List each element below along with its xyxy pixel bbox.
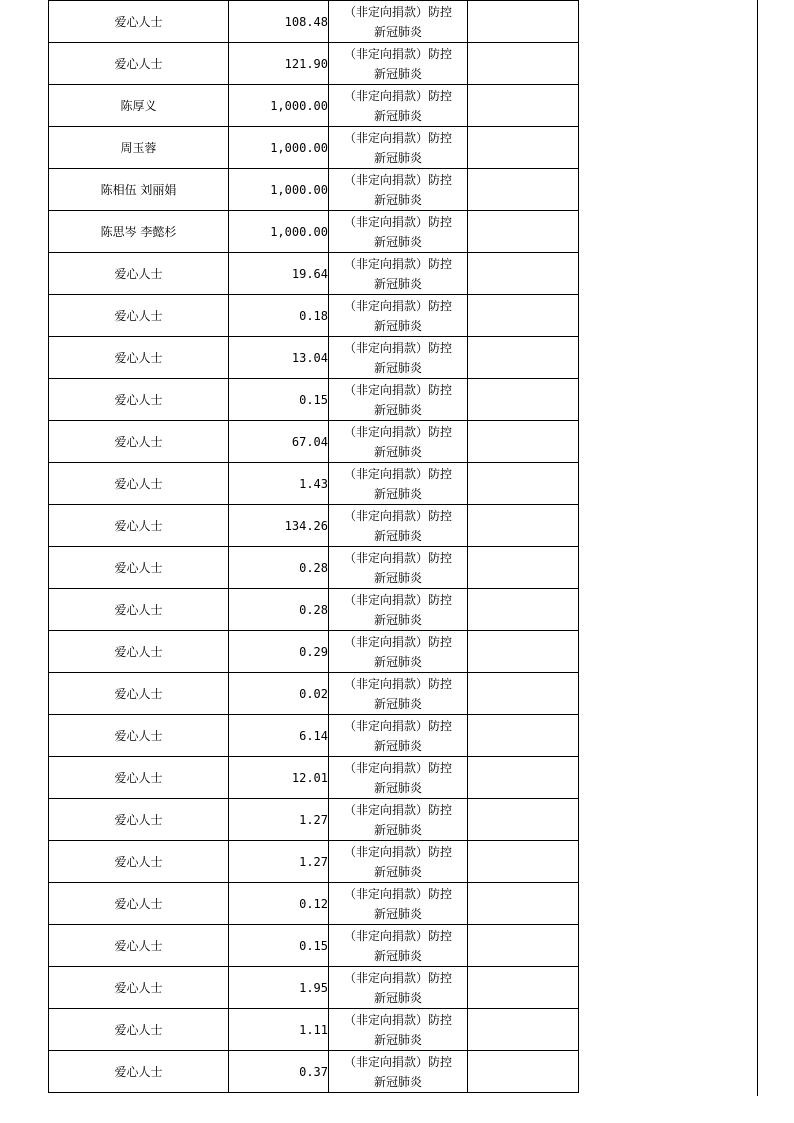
amount-cell: 12.01 (229, 757, 329, 799)
remarks-cell (468, 253, 579, 295)
purpose-line-2: 新冠肺炎 (373, 360, 422, 375)
donor-name-cell: 爱心人士 (49, 799, 229, 841)
amount-cell: 13.04 (229, 337, 329, 379)
purpose-line-1: （非定向捐款）防控 (343, 928, 452, 943)
remarks-cell (468, 547, 579, 589)
purpose-cell (329, 631, 468, 673)
amount-cell: 1.43 (229, 463, 329, 505)
purpose-line-2: 新冠肺炎 (373, 528, 422, 543)
remarks-cell (468, 715, 579, 757)
purpose-line-1: （非定向捐款）防控 (343, 298, 452, 313)
amount-cell: 0.37 (229, 1051, 329, 1093)
purpose-cell (329, 1051, 468, 1093)
amount-cell: 1.11 (229, 1009, 329, 1051)
purpose-line-1: （非定向捐款）防控 (343, 592, 452, 607)
remarks-cell (468, 673, 579, 715)
table-row (49, 631, 579, 673)
table-row (49, 463, 579, 505)
amount-cell: 0.28 (229, 589, 329, 631)
purpose-line-2: 新冠肺炎 (373, 990, 422, 1005)
purpose-line-2: 新冠肺炎 (373, 654, 422, 669)
purpose-line-1: （非定向捐款）防控 (343, 382, 452, 397)
amount-cell: 0.15 (229, 925, 329, 967)
purpose-line-2: 新冠肺炎 (373, 1074, 422, 1089)
donor-name-cell: 爱心人士 (49, 1009, 229, 1051)
purpose-line-1: （非定向捐款）防控 (343, 886, 452, 901)
purpose-cell (329, 757, 468, 799)
table-row (49, 715, 579, 757)
remarks-cell (468, 463, 579, 505)
donor-name-cell: 爱心人士 (49, 337, 229, 379)
donor-name-cell: 爱心人士 (49, 253, 229, 295)
donor-name-cell: 爱心人士 (49, 379, 229, 421)
purpose-line-1: （非定向捐款）防控 (343, 424, 452, 439)
donor-name-cell: 爱心人士 (49, 505, 229, 547)
donor-name-cell: 爱心人士 (49, 589, 229, 631)
purpose-line-1: （非定向捐款）防控 (343, 802, 452, 817)
purpose-cell (329, 841, 468, 883)
table-row (49, 169, 579, 211)
donor-name-cell: 爱心人士 (49, 43, 229, 85)
purpose-line-1: （非定向捐款）防控 (343, 88, 452, 103)
purpose-line-2: 新冠肺炎 (373, 864, 422, 879)
remarks-cell (468, 169, 579, 211)
table-row (49, 379, 579, 421)
table-body (49, 1, 579, 1093)
purpose-line-1: （非定向捐款）防控 (343, 1054, 452, 1069)
purpose-line-1: （非定向捐款）防控 (343, 676, 452, 691)
remarks-cell (468, 1051, 579, 1093)
table-row (49, 505, 579, 547)
remarks-cell (468, 421, 579, 463)
purpose-line-1: （非定向捐款）防控 (343, 172, 452, 187)
donor-name-cell: 爱心人士 (49, 757, 229, 799)
purpose-cell (329, 253, 468, 295)
purpose-line-1: （非定向捐款）防控 (343, 340, 452, 355)
donor-name-cell: 陈相伍 刘丽娟 (49, 169, 229, 211)
purpose-line-1: （非定向捐款）防控 (343, 550, 452, 565)
purpose-line-1: （非定向捐款）防控 (343, 46, 452, 61)
amount-cell: 67.04 (229, 421, 329, 463)
purpose-cell (329, 85, 468, 127)
purpose-line-1: （非定向捐款）防控 (343, 1012, 452, 1027)
table-row (49, 253, 579, 295)
table-row (49, 1009, 579, 1051)
purpose-line-2: 新冠肺炎 (373, 192, 422, 207)
purpose-line-2: 新冠肺炎 (373, 66, 422, 81)
purpose-cell (329, 421, 468, 463)
table-row (49, 211, 579, 253)
donor-name-cell: 爱心人士 (49, 1051, 229, 1093)
purpose-line-1: （非定向捐款）防控 (343, 970, 452, 985)
amount-cell: 0.02 (229, 673, 329, 715)
purpose-line-2: 新冠肺炎 (373, 570, 422, 585)
purpose-line-1: （非定向捐款）防控 (343, 508, 452, 523)
purpose-line-1: （非定向捐款）防控 (343, 130, 452, 145)
purpose-cell (329, 883, 468, 925)
amount-cell: 1,000.00 (229, 211, 329, 253)
amount-cell: 108.48 (229, 1, 329, 43)
purpose-cell (329, 799, 468, 841)
table-row (49, 1051, 579, 1093)
purpose-cell (329, 169, 468, 211)
table-row (49, 673, 579, 715)
remarks-cell (468, 631, 579, 673)
amount-cell: 0.15 (229, 379, 329, 421)
donor-name-cell: 爱心人士 (49, 967, 229, 1009)
purpose-cell (329, 379, 468, 421)
purpose-cell (329, 673, 468, 715)
purpose-line-2: 新冠肺炎 (373, 108, 422, 123)
donor-name-cell: 陈厚义 (49, 85, 229, 127)
amount-cell: 1.27 (229, 799, 329, 841)
purpose-cell (329, 505, 468, 547)
table-row (49, 85, 579, 127)
amount-cell: 0.28 (229, 547, 329, 589)
remarks-cell (468, 85, 579, 127)
remarks-cell (468, 295, 579, 337)
donor-name-cell: 爱心人士 (49, 925, 229, 967)
remarks-cell (468, 841, 579, 883)
purpose-line-2: 新冠肺炎 (373, 1032, 422, 1047)
remarks-cell (468, 925, 579, 967)
table-row (49, 43, 579, 85)
donor-name-cell: 爱心人士 (49, 421, 229, 463)
donor-name-cell: 爱心人士 (49, 883, 229, 925)
table-row (49, 967, 579, 1009)
purpose-line-2: 新冠肺炎 (373, 318, 422, 333)
purpose-line-1: （非定向捐款）防控 (343, 718, 452, 733)
purpose-line-2: 新冠肺炎 (373, 276, 422, 291)
table-row (49, 547, 579, 589)
table-row (49, 589, 579, 631)
purpose-line-1: （非定向捐款）防控 (343, 466, 452, 481)
table-row (49, 799, 579, 841)
purpose-line-2: 新冠肺炎 (373, 24, 422, 39)
amount-cell: 134.26 (229, 505, 329, 547)
remarks-cell (468, 757, 579, 799)
purpose-cell (329, 1, 468, 43)
remarks-cell (468, 127, 579, 169)
table-row (49, 295, 579, 337)
table-row (49, 757, 579, 799)
donor-name-cell: 爱心人士 (49, 631, 229, 673)
donor-name-cell: 爱心人士 (49, 673, 229, 715)
donor-name-cell: 爱心人士 (49, 295, 229, 337)
purpose-cell (329, 43, 468, 85)
amount-cell: 19.64 (229, 253, 329, 295)
purpose-cell (329, 547, 468, 589)
remarks-cell (468, 505, 579, 547)
purpose-line-1: （非定向捐款）防控 (343, 4, 452, 19)
donor-name-cell: 爱心人士 (49, 841, 229, 883)
remarks-cell (468, 1009, 579, 1051)
purpose-line-2: 新冠肺炎 (373, 780, 422, 795)
purpose-line-2: 新冠肺炎 (373, 696, 422, 711)
purpose-cell (329, 295, 468, 337)
donor-name-cell: 爱心人士 (49, 1, 229, 43)
amount-cell: 6.14 (229, 715, 329, 757)
purpose-cell (329, 463, 468, 505)
purpose-line-2: 新冠肺炎 (373, 948, 422, 963)
amount-cell: 0.12 (229, 883, 329, 925)
remarks-cell (468, 967, 579, 1009)
donor-name-cell: 爱心人士 (49, 547, 229, 589)
amount-cell: 1,000.00 (229, 169, 329, 211)
donor-name-cell: 周玉蓉 (49, 127, 229, 169)
purpose-line-2: 新冠肺炎 (373, 612, 422, 627)
table-row (49, 1, 579, 43)
amount-cell: 1.95 (229, 967, 329, 1009)
purpose-line-2: 新冠肺炎 (373, 234, 422, 249)
amount-cell: 0.18 (229, 295, 329, 337)
remarks-cell (468, 379, 579, 421)
purpose-line-2: 新冠肺炎 (373, 444, 422, 459)
purpose-cell (329, 337, 468, 379)
donation-table (48, 0, 579, 1093)
purpose-cell (329, 589, 468, 631)
purpose-line-1: （非定向捐款）防控 (343, 634, 452, 649)
table-row (49, 883, 579, 925)
remarks-cell (468, 883, 579, 925)
purpose-line-2: 新冠肺炎 (373, 738, 422, 753)
remarks-cell (468, 211, 579, 253)
table-row (49, 841, 579, 883)
purpose-line-1: （非定向捐款）防控 (343, 256, 452, 271)
purpose-cell (329, 967, 468, 1009)
amount-cell: 1,000.00 (229, 85, 329, 127)
page-right-border (757, 0, 758, 1096)
remarks-cell (468, 43, 579, 85)
purpose-line-2: 新冠肺炎 (373, 906, 422, 921)
table-row (49, 925, 579, 967)
purpose-line-2: 新冠肺炎 (373, 402, 422, 417)
purpose-cell (329, 1009, 468, 1051)
table-row (49, 337, 579, 379)
amount-cell: 0.29 (229, 631, 329, 673)
purpose-cell (329, 211, 468, 253)
purpose-line-1: （非定向捐款）防控 (343, 214, 452, 229)
purpose-line-2: 新冠肺炎 (373, 822, 422, 837)
amount-cell: 121.90 (229, 43, 329, 85)
amount-cell: 1,000.00 (229, 127, 329, 169)
purpose-line-1: （非定向捐款）防控 (343, 760, 452, 775)
remarks-cell (468, 337, 579, 379)
purpose-cell (329, 127, 468, 169)
purpose-line-2: 新冠肺炎 (373, 150, 422, 165)
purpose-line-1: （非定向捐款）防控 (343, 844, 452, 859)
remarks-cell (468, 799, 579, 841)
donor-name-cell: 爱心人士 (49, 463, 229, 505)
remarks-cell (468, 589, 579, 631)
remarks-cell (468, 1, 579, 43)
purpose-cell (329, 925, 468, 967)
table-row (49, 421, 579, 463)
table-row (49, 127, 579, 169)
purpose-cell (329, 715, 468, 757)
donor-name-cell: 陈思岑 李懿杉 (49, 211, 229, 253)
donor-name-cell: 爱心人士 (49, 715, 229, 757)
amount-cell: 1.27 (229, 841, 329, 883)
purpose-line-2: 新冠肺炎 (373, 486, 422, 501)
